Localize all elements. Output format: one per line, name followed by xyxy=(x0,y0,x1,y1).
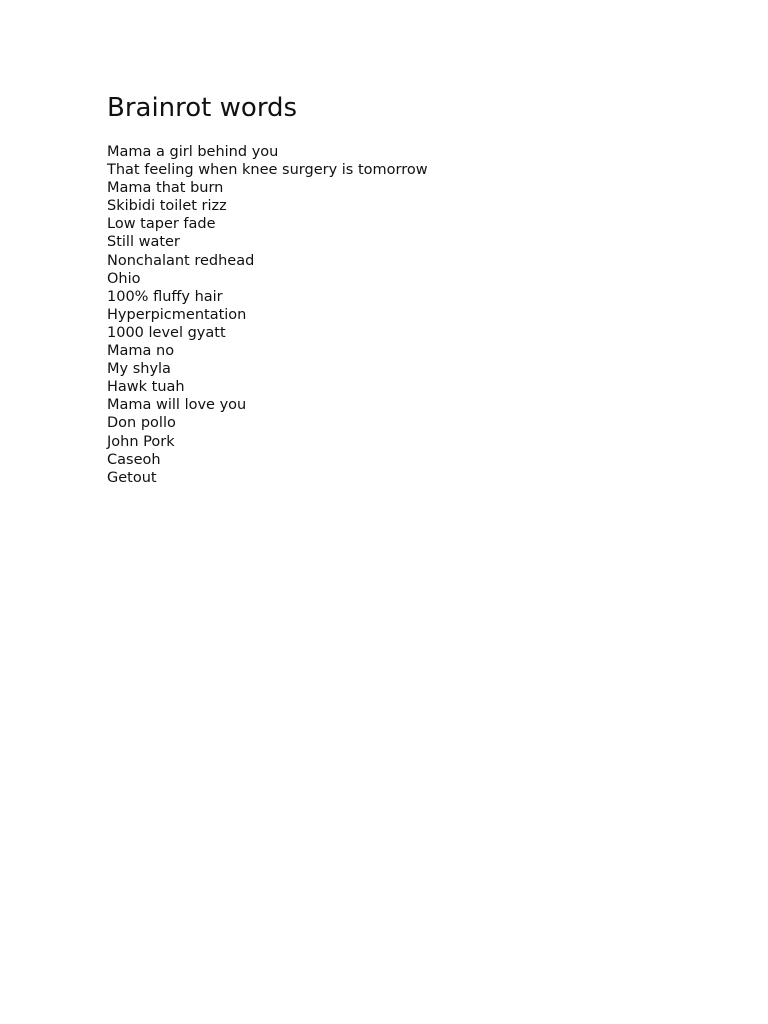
list-item: 1000 level gyatt xyxy=(107,324,226,341)
list-item: Skibidi toilet rizz xyxy=(107,198,227,215)
list-item: Hawk tuah xyxy=(107,379,185,396)
list-item: Mama will love you xyxy=(107,397,247,414)
list-item: Ohio xyxy=(107,270,141,287)
list-item: Getout xyxy=(107,469,157,486)
list-item: John Pork xyxy=(107,433,175,450)
list-item: Low taper fade xyxy=(107,216,216,233)
list-item: Mama a girl behind you xyxy=(107,144,279,160)
list-item: Mama no xyxy=(107,343,175,360)
word-list xyxy=(107,143,428,487)
list-item: Mama that burn xyxy=(107,180,224,197)
list-item: Caseoh xyxy=(107,451,161,468)
list-item: Don pollo xyxy=(107,415,176,432)
list-item: That feeling when knee surgery is tomorrow xyxy=(107,162,428,179)
list-item: 100% fluffy hair xyxy=(107,288,223,305)
list-item: My shyla xyxy=(107,361,171,378)
list-item: Hyperpicmentation xyxy=(107,306,247,323)
page-title: Brainrot words xyxy=(107,93,298,123)
list-item: Still water xyxy=(107,234,180,251)
list-item: Nonchalant redhead xyxy=(107,252,255,269)
